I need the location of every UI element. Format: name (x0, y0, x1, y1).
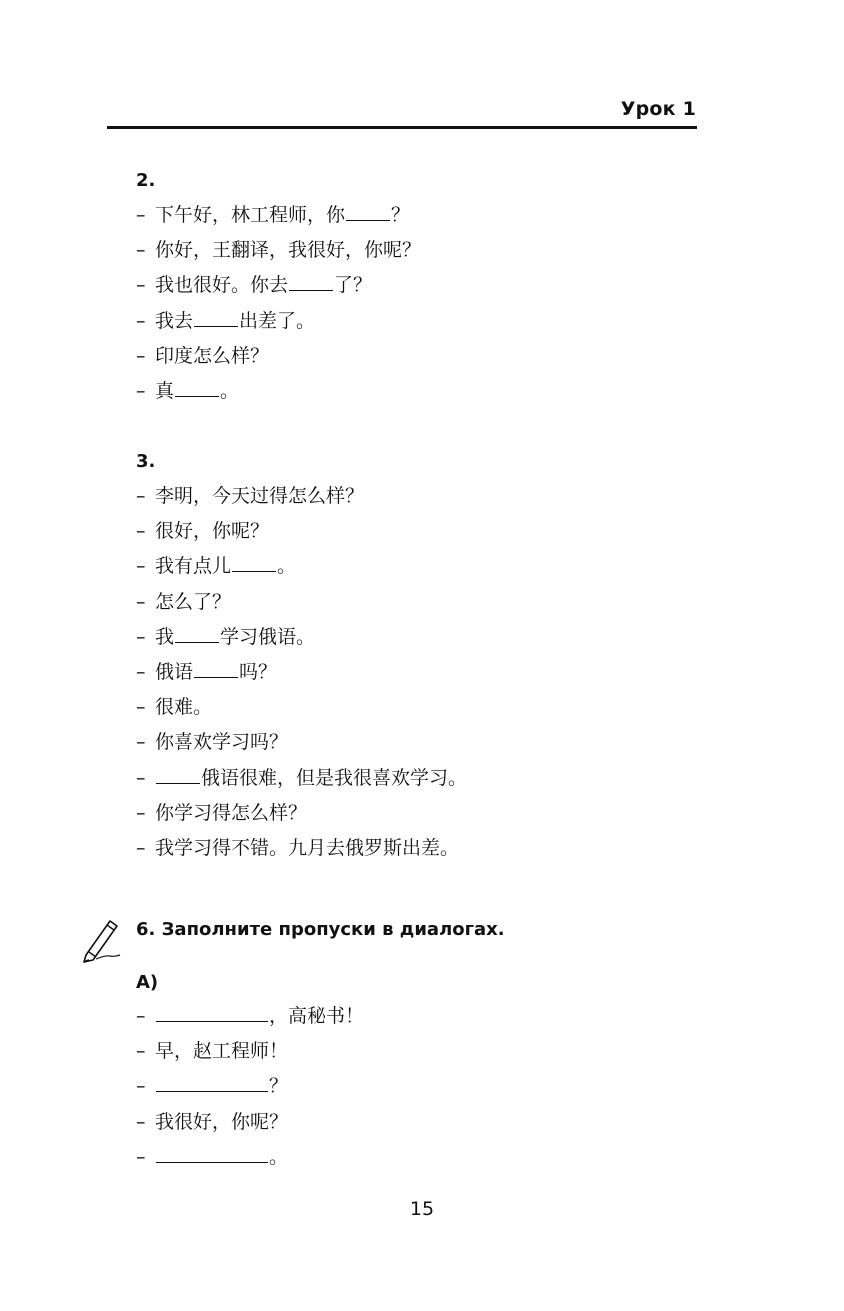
dialogue-line (136, 374, 421, 409)
page-number: 15 (409, 1198, 435, 1220)
line-text-after-blank: ，高秘书！ (269, 1005, 365, 1027)
line-text: 你喜欢学习吗？ (155, 731, 289, 754)
dialogue-lines (136, 479, 467, 866)
fill-in-blank[interactable] (194, 660, 238, 678)
dash-marker: – (136, 379, 146, 402)
dash-marker: – (136, 1145, 146, 1168)
fill-in-blank[interactable] (156, 766, 200, 784)
dialogue-line (136, 1140, 505, 1175)
dialogue-line (136, 585, 467, 620)
dash-marker: – (136, 1075, 146, 1098)
line-text-after-blank: ？ (269, 1075, 289, 1098)
line-text: 李明，今天过得怎么样？ (155, 485, 365, 507)
dialogue-line (136, 725, 467, 760)
line-text: 早，赵工程师！ (155, 1040, 289, 1063)
dialogue-line (136, 198, 421, 233)
fill-in-blank[interactable] (194, 309, 238, 327)
dash-marker: – (136, 590, 146, 613)
dialogue-lines (136, 999, 505, 1175)
line-text: 我也很好。你去 (155, 274, 289, 297)
line-text: 你好，王翻译，我很好，你呢？ (155, 239, 422, 262)
fill-in-blank[interactable] (156, 1004, 268, 1022)
line-text-after-blank: ？ (391, 204, 411, 226)
line-text-after-blank: 出差了。 (239, 309, 316, 332)
dialogue-line (136, 1105, 505, 1140)
dash-marker: – (136, 274, 146, 297)
dialogue-line (136, 549, 467, 584)
dash-marker: – (136, 1005, 146, 1027)
dash-marker: – (136, 1040, 146, 1063)
dialogue-line (136, 999, 505, 1034)
dialogue-line (136, 339, 421, 374)
line-text: 我学习得不错。九月去俄罗斯出差。 (155, 836, 460, 859)
dash-marker: – (136, 766, 146, 789)
dash-marker: – (136, 731, 146, 754)
line-text-after-blank: 吗？ (239, 660, 278, 683)
dash-marker: – (136, 801, 146, 824)
dialogue-line (136, 1034, 505, 1069)
line-text: 俄语 (155, 660, 194, 683)
line-text: 真 (155, 379, 175, 402)
dialogue-line (136, 479, 467, 514)
dialogue-lines (136, 198, 421, 409)
dialogue-line (136, 690, 467, 725)
fill-in-blank[interactable] (156, 1145, 268, 1163)
dash-marker: – (136, 520, 146, 543)
line-text: 下午好，林工程师，你 (155, 204, 346, 226)
line-text-after-blank: 学习俄语。 (220, 625, 316, 648)
dash-marker: – (136, 344, 146, 367)
line-text: 很难。 (155, 696, 213, 719)
exercise-title: 6. Заполните пропуски в диалогах. (136, 919, 505, 940)
header-divider (107, 126, 697, 129)
line-text: 怎么了？ (155, 590, 232, 613)
dialogue-line (136, 268, 421, 303)
fill-in-blank[interactable] (232, 554, 276, 572)
dialogue-line (136, 304, 421, 339)
dash-marker: – (136, 204, 146, 226)
fill-in-blank[interactable] (156, 1074, 268, 1092)
section-number: 2. (136, 170, 156, 191)
line-text: 我去 (155, 309, 194, 332)
dash-marker: – (136, 555, 146, 578)
dash-marker: – (136, 625, 146, 648)
line-text: 我有点儿 (155, 555, 232, 578)
dash-marker: – (136, 309, 146, 332)
fill-in-blank[interactable] (289, 273, 333, 291)
section-number: 3. (136, 451, 156, 472)
line-text-after-blank: 。 (277, 555, 297, 578)
exercise-6 (136, 915, 505, 1175)
line-text: 我很好，你呢？ (155, 1110, 289, 1133)
dash-marker: – (136, 660, 146, 683)
dialogue-line (136, 796, 467, 831)
running-header: Урок 1 (620, 98, 696, 120)
line-text-after-blank: 俄语很难，但是我很喜欢学习。 (201, 766, 468, 789)
dash-marker: – (136, 239, 146, 262)
dash-marker: – (136, 836, 146, 859)
dialogue-line (136, 1069, 505, 1104)
dash-marker: – (136, 696, 146, 719)
line-text: 我 (155, 625, 175, 648)
pencil-icon (80, 915, 126, 965)
line-text: 你学习得怎么样？ (155, 801, 308, 824)
line-text-after-blank: 。 (269, 1145, 289, 1168)
dash-marker: – (136, 1110, 146, 1133)
dialogue-line (136, 655, 467, 690)
dialogue-line (136, 620, 467, 655)
line-text-after-blank: 了？ (334, 274, 373, 297)
dialogue-line (136, 761, 467, 796)
dialogue-line (136, 233, 421, 268)
dialogue-section-3 (136, 445, 467, 866)
part-label: А) (136, 972, 159, 993)
dash-marker: – (136, 485, 146, 507)
dialogue-line (136, 514, 467, 549)
fill-in-blank[interactable] (175, 379, 219, 397)
line-text: 印度怎么样？ (155, 344, 270, 367)
dialogue-section-2 (136, 164, 421, 409)
line-text-after-blank: 。 (220, 379, 240, 402)
fill-in-blank[interactable] (175, 625, 219, 643)
fill-in-blank[interactable] (346, 203, 390, 221)
dialogue-line (136, 831, 467, 866)
line-text: 很好，你呢？ (155, 520, 270, 543)
